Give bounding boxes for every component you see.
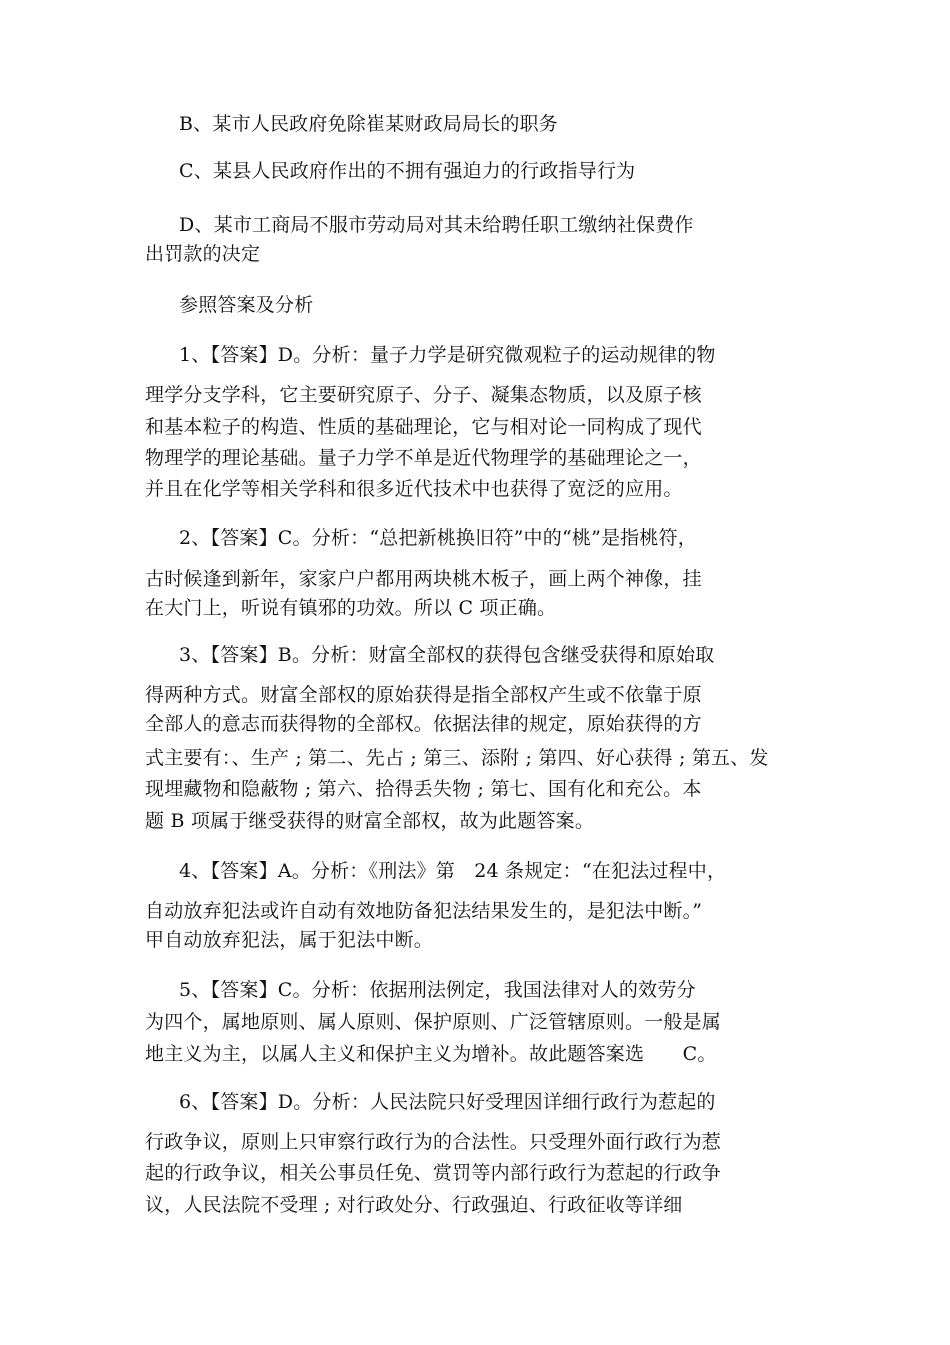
- option-d-line-2: 出罚款的决定: [145, 243, 261, 265]
- answer-3-line-1: 3、【答案】B。分析：财富全部权的获得包含继受获得和原始取: [179, 644, 715, 666]
- answer-2-line-3: 在大门上，听说有镇邪的功效。所以 C 项正确。: [145, 597, 557, 619]
- answer-1-line-4: 物理学的理论基础。量子力学不单是近代物理学的基础理论之一，: [145, 447, 702, 469]
- answer-2-line-1: 2、【答案】C。分析：“总把新桃换旧符”中的“桃”是指桃符，: [179, 527, 697, 549]
- answer-6-line-3: 起的行政争议，相关公事员任免、赏罚等内部行政行为惹起的行政争: [145, 1162, 722, 1184]
- answer-1-line-3: 和基本粒子的构造、性质的基础理论，它与相对论一同构成了现代: [145, 416, 702, 438]
- answer-5-line-2: 为四个，属地原则、属人原则、保护原则、广泛管辖原则。一般是属: [145, 1011, 722, 1033]
- section-title: 参照答案及分析: [179, 294, 314, 316]
- answer-4-line-1: 4、【答案】A。分析：《刑法》第 24 条规定：“在犯法过程中，: [179, 860, 727, 882]
- answer-3-line-5: 现埋藏物和隐蔽物 ; 第六、拾得丢失物 ; 第七、国有化和充公。本: [145, 778, 702, 800]
- option-b: B、某市人民政府免除崔某财政局局长的职务: [179, 113, 558, 135]
- answer-3-line-2: 得两种方式。财富全部权的原始获得是指全部权产生或不依靠于原: [145, 684, 702, 706]
- answer-3-line-6: 题 B 项属于继受获得的财富全部权，故为此题答案。: [145, 810, 595, 832]
- answer-3-line-3: 全部人的意志而获得物的全部权。依据法律的规定，原始获得的方: [145, 713, 702, 735]
- option-d-line-1: D、某市工商局不服市劳动局对其未给聘任职工缴纳社保费作: [179, 214, 694, 236]
- answer-3-line-4: 式主要有：、生产 ; 第二、先占 ; 第三、添附 ; 第四、好心获得 ; 第五、发: [145, 747, 769, 769]
- answer-6-line-1: 6、【答案】D。分析：人民法院只好受理因详细行政行为惹起的: [179, 1091, 716, 1113]
- answer-4-line-2: 自动放弃犯法或许自动有效地防备犯法结果发生的，是犯法中断。”: [145, 900, 703, 922]
- answer-6-line-2: 行政争议，原则上只审察行政行为的合法性。只受理外面行政行为惹: [145, 1131, 722, 1153]
- option-c: C、某县人民政府作出的不拥有强迫力的行政指导行为: [179, 160, 636, 182]
- answer-1-line-5: 并且在化学等相关学科和很多近代技术中也获得了宽泛的应用。: [145, 478, 683, 500]
- answer-1-line-1: 1、【答案】D。分析：量子力学是研究微观粒子的运动规律的物: [179, 344, 716, 366]
- answer-5-line-3: 地主义为主，以属人主义和保护主义为增补。故此题答案选 C。: [145, 1043, 717, 1065]
- answer-5-line-1: 5、【答案】C。分析：依据刑法例定，我国法律对人的效劳分: [179, 979, 696, 1001]
- answer-4-line-3: 甲自动放弃犯法，属于犯法中断。: [145, 929, 434, 951]
- answer-6-line-4: 议，人民法院不受理 ; 对行政处分、行政强迫、行政征收等详细: [145, 1194, 683, 1216]
- answer-2-line-2: 古时候逢到新年，家家户户都用两块桃木板子，画上两个神像，挂: [145, 568, 702, 590]
- answer-1-line-2: 理学分支学科，它主要研究原子、分子、凝集态物质，以及原子核: [145, 384, 702, 406]
